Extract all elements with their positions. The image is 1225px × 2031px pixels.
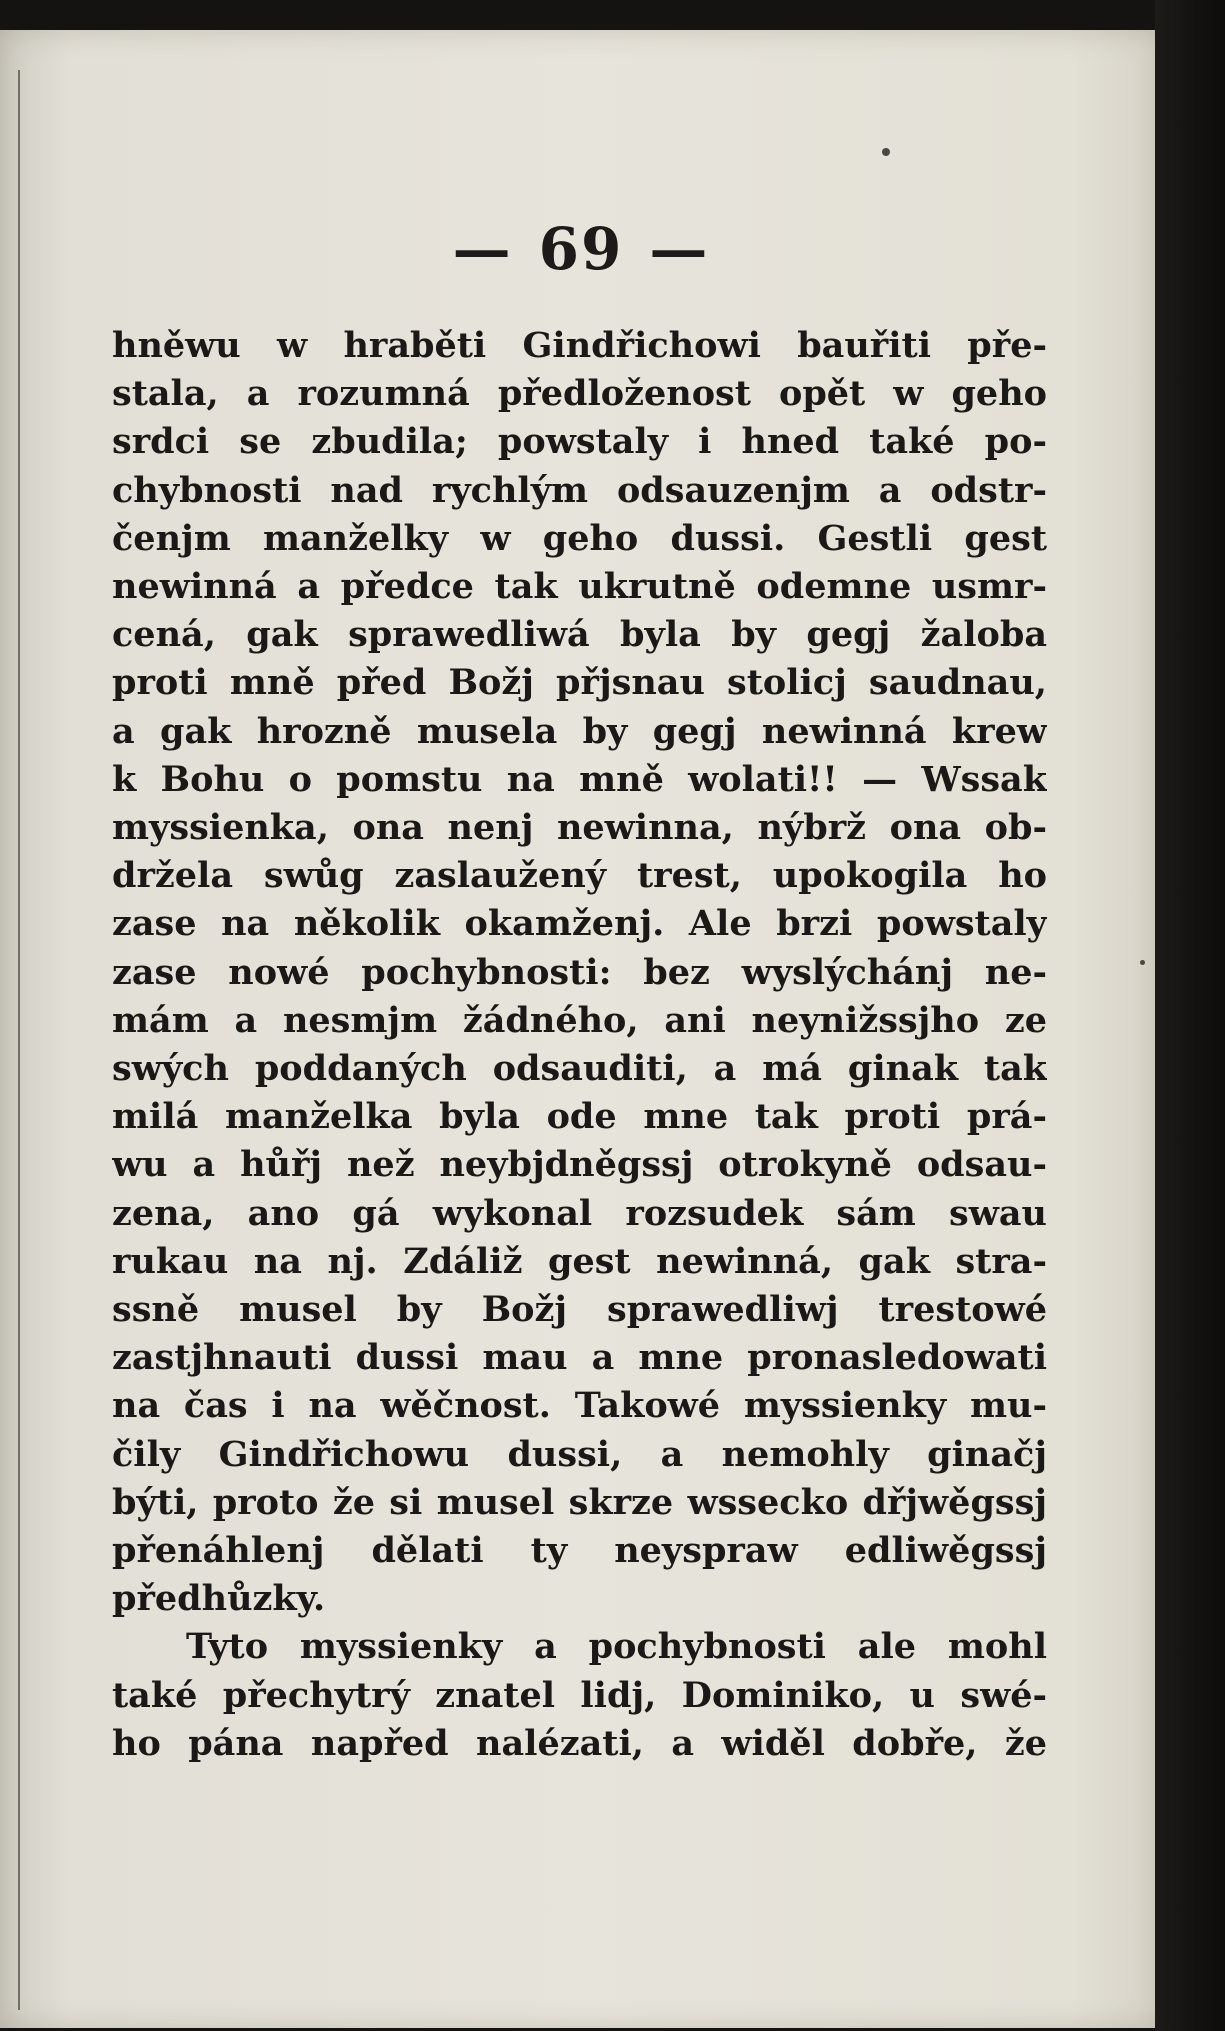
paper-speck xyxy=(882,148,890,156)
paper-speck xyxy=(1140,960,1145,965)
page-header xyxy=(0,215,1162,283)
text-line: rukau na nj. Zdáliž gest newinná, gak stra- xyxy=(112,1240,1047,1282)
book-page xyxy=(0,30,1162,2028)
text-line: a gak hrozně musela by gegj newinná krew xyxy=(112,710,1047,752)
text-line: mám a nesmjm žádného, ani neynižssjho ze xyxy=(112,999,1047,1041)
text-line: myssienka, ona nenj newinna, nýbrž ona ob- xyxy=(112,807,1047,849)
text-line: milá manželka byla ode mne tak proti prá- xyxy=(112,1096,1047,1138)
text-line: ho pána napřed nalézati, a widěl dobře, že xyxy=(112,1722,1047,1764)
text-line: wu a hůřj než neybjdněgssj otrokyně odsau- xyxy=(112,1144,1047,1186)
text-line: také přechytrý znatel lidj, Dominiko, u swé- xyxy=(112,1674,1047,1716)
text-line: proti mně před Božj přjsnau stolicj saudnau, xyxy=(112,662,1047,704)
text-line: čenjm manželky w geho dussi. Gestli gest xyxy=(112,517,1047,559)
body-text xyxy=(112,322,1047,1768)
page-number: 69 xyxy=(538,215,624,283)
header-dash-left: — xyxy=(452,215,513,283)
text-line-paragraph-start: Tyto myssienky a pochybnosti ale mohl xyxy=(186,1626,1047,1668)
text-line: čily Gindřichowu dussi, a nemohly ginačj xyxy=(112,1433,1047,1475)
text-line: stala, a rozumná předloženost opět w geho xyxy=(112,373,1047,415)
text-line: býti, proto že si musel skrze wssecko dřjwěgssj xyxy=(112,1481,1047,1523)
text-line: předhůzky. xyxy=(112,1578,326,1620)
text-line: k Bohu o pomstu na mně wolati!! — Wssak xyxy=(112,758,1047,800)
text-line: přenáhlenj dělati ty neyspraw edliwěgssj xyxy=(112,1530,1047,1572)
text-line: chybnosti nad rychlým odsauzenjm a odstr- xyxy=(112,469,1047,511)
header-dash-right: — xyxy=(649,215,710,283)
text-line: zastjhnauti dussi mau a mne pronasledowati xyxy=(112,1337,1047,1379)
text-line: zase nowé pochybnosti: bez wyslýchánj ne- xyxy=(112,951,1047,993)
text-line: ssně musel by Božj sprawedliwj trestowé xyxy=(112,1289,1047,1331)
text-line: držela swůg zaslaužený trest, upokogila ho xyxy=(112,855,1047,897)
scan-dark-edge xyxy=(1155,0,1225,2031)
text-line: hněwu w hraběti Gindřichowi bauřiti pře- xyxy=(112,325,1047,366)
text-line: zena, ano gá wykonal rozsudek sám swau xyxy=(112,1192,1047,1234)
text-line: na čas i na wěčnost. Takowé myssienky mu- xyxy=(112,1385,1047,1427)
text-line: newinná a předce tak ukrutně odemne usmr- xyxy=(112,566,1047,608)
page-fold-line xyxy=(18,70,20,2010)
text-line: srdci se zbudila; powstaly i hned také po- xyxy=(112,421,1047,463)
text-line: cená, gak sprawedliwá byla by gegj žaloba xyxy=(112,614,1047,656)
text-line: swých poddaných odsauditi, a má ginak tak xyxy=(112,1048,1047,1090)
text-line: zase na několik okamženj. Ale brzi powstaly xyxy=(112,903,1047,945)
